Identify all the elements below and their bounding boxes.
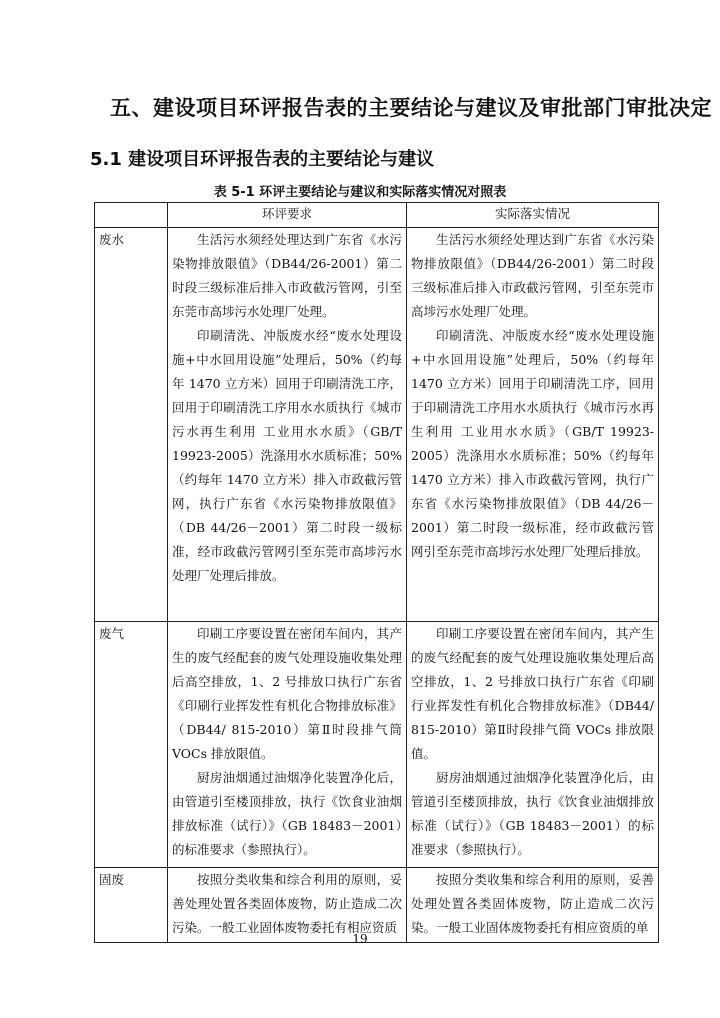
implementation-cell: [407, 228, 659, 622]
implementation-paragraph: 厨房油烟通过油烟净化装置净化后，由管道引至楼顶排放，执行《饮食业油烟排放标准（试行）》（GB 18483－2001）的标准要求（参照执行）。: [411, 770, 654, 857]
table-row-exhaust-gas: [95, 622, 659, 868]
page-number: 19: [352, 932, 368, 946]
requirement-paragraph: 印刷工序要设置在密闭车间内，其产生的废气经配套的废气处理设施收集处理后高空排放，1、2 号排放口执行广东省《印刷行业挥发性有机化合物排放标准》 （DB44/ 815-2010）第Ⅱ时段排气筒 VOCs 排放限值。: [172, 626, 402, 761]
requirement-cell: [168, 228, 407, 622]
section-heading: 五、建设项目环评报告表的主要结论与建议及审批部门审批决定: [110, 96, 712, 120]
header-implementation: 实际落实情况: [407, 203, 659, 228]
implementation-paragraph: 按照分类收集和综合利用的原则，妥善处理处置各类固体废物，防止造成二次污染。一般工业固体废物委托有相应资质的单: [411, 872, 654, 935]
header-category: [95, 203, 168, 228]
category-cell: 固废: [95, 868, 168, 943]
comparison-table: [94, 202, 659, 943]
category-cell: 废水: [95, 228, 168, 622]
header-requirement: 环评要求: [168, 203, 407, 228]
implementation-paragraph: 印刷清洗、冲版废水经“废水处理设施+中水回用设施”处理后，50%（约每年 1470 立方米）回用于印刷清洗工序，回用于印刷清洗工序用水水质执行《城市污水再生利用 工业用水水质》（GB/T 19923-2005）洗涤用水水质标准；50%（约每年 1470 立方米）排入市政截污管网，执行广东省《水污染物排放限值》（DB 44/26－2001）第二时段一级标准，经市政截污管网引至东莞市高埗污水处理厂处理后排放。: [411, 328, 654, 559]
requirement-paragraph: 印刷清洗、冲版废水经“废水处理设施+中水回用设施”处理后，50%（约每年 1470 立方米）回用于印刷清洗工序，回用于印刷清洗工序用水水质执行《城市污水再生利用 工业用水水质》（GB/T 19923-2005）洗涤用水水质标准；50%（约每年 1470 立方米）排入市政截污管网，执行广东省《水污染物排放限值》（DB 44/26－2001）第二时段一级标准，经市政截污管网引至东莞市高埗污水处理厂处理后排放。: [172, 328, 402, 583]
requirement-paragraph: 按照分类收集和综合利用的原则，妥善处理处置各类固体废物，防止造成二次污染。一般工业固体废物委托有相应资质: [172, 872, 402, 935]
implementation-paragraph: 印刷工序要设置在密闭车间内，其产生的废气经配套的废气处理设施收集处理后高空排放，1、2 号排放口执行广东省《印刷行业挥发性有机化合物排放标准》（DB44/ 815-2010）第Ⅱ时段排气筒 VOCs 排放限值。: [411, 626, 654, 761]
category-cell: 废气: [95, 622, 168, 868]
table-row-wastewater: [95, 228, 659, 622]
implementation-paragraph: 生活污水须经处理达到广东省《水污染物排放限值》（DB44/26-2001）第二时段三级标准后排入市政截污管网，引至东莞市高埗污水处理厂处理。: [411, 232, 654, 319]
table-header-row: [95, 203, 659, 228]
table-caption: 表 5-1 环评主要结论与建议和实际落实情况对照表: [213, 185, 507, 200]
subsection-heading: 5.1 建设项目环评报告表的主要结论与建议: [90, 149, 435, 170]
requirement-paragraph: 厨房油烟通过油烟净化装置净化后，由管道引至楼顶排放，执行《饮食业油烟排放标准（试行）》（GB 18483－2001）的标准要求（参照执行）。: [172, 770, 402, 857]
implementation-cell: [407, 622, 659, 868]
requirement-paragraph: 生活污水须经处理达到广东省《水污染物排放限值》（DB44/26-2001）第二时段三级标准后排入市政截污管网，引至东莞市高埗污水处理厂处理。: [172, 232, 402, 319]
requirement-cell: [168, 622, 407, 868]
